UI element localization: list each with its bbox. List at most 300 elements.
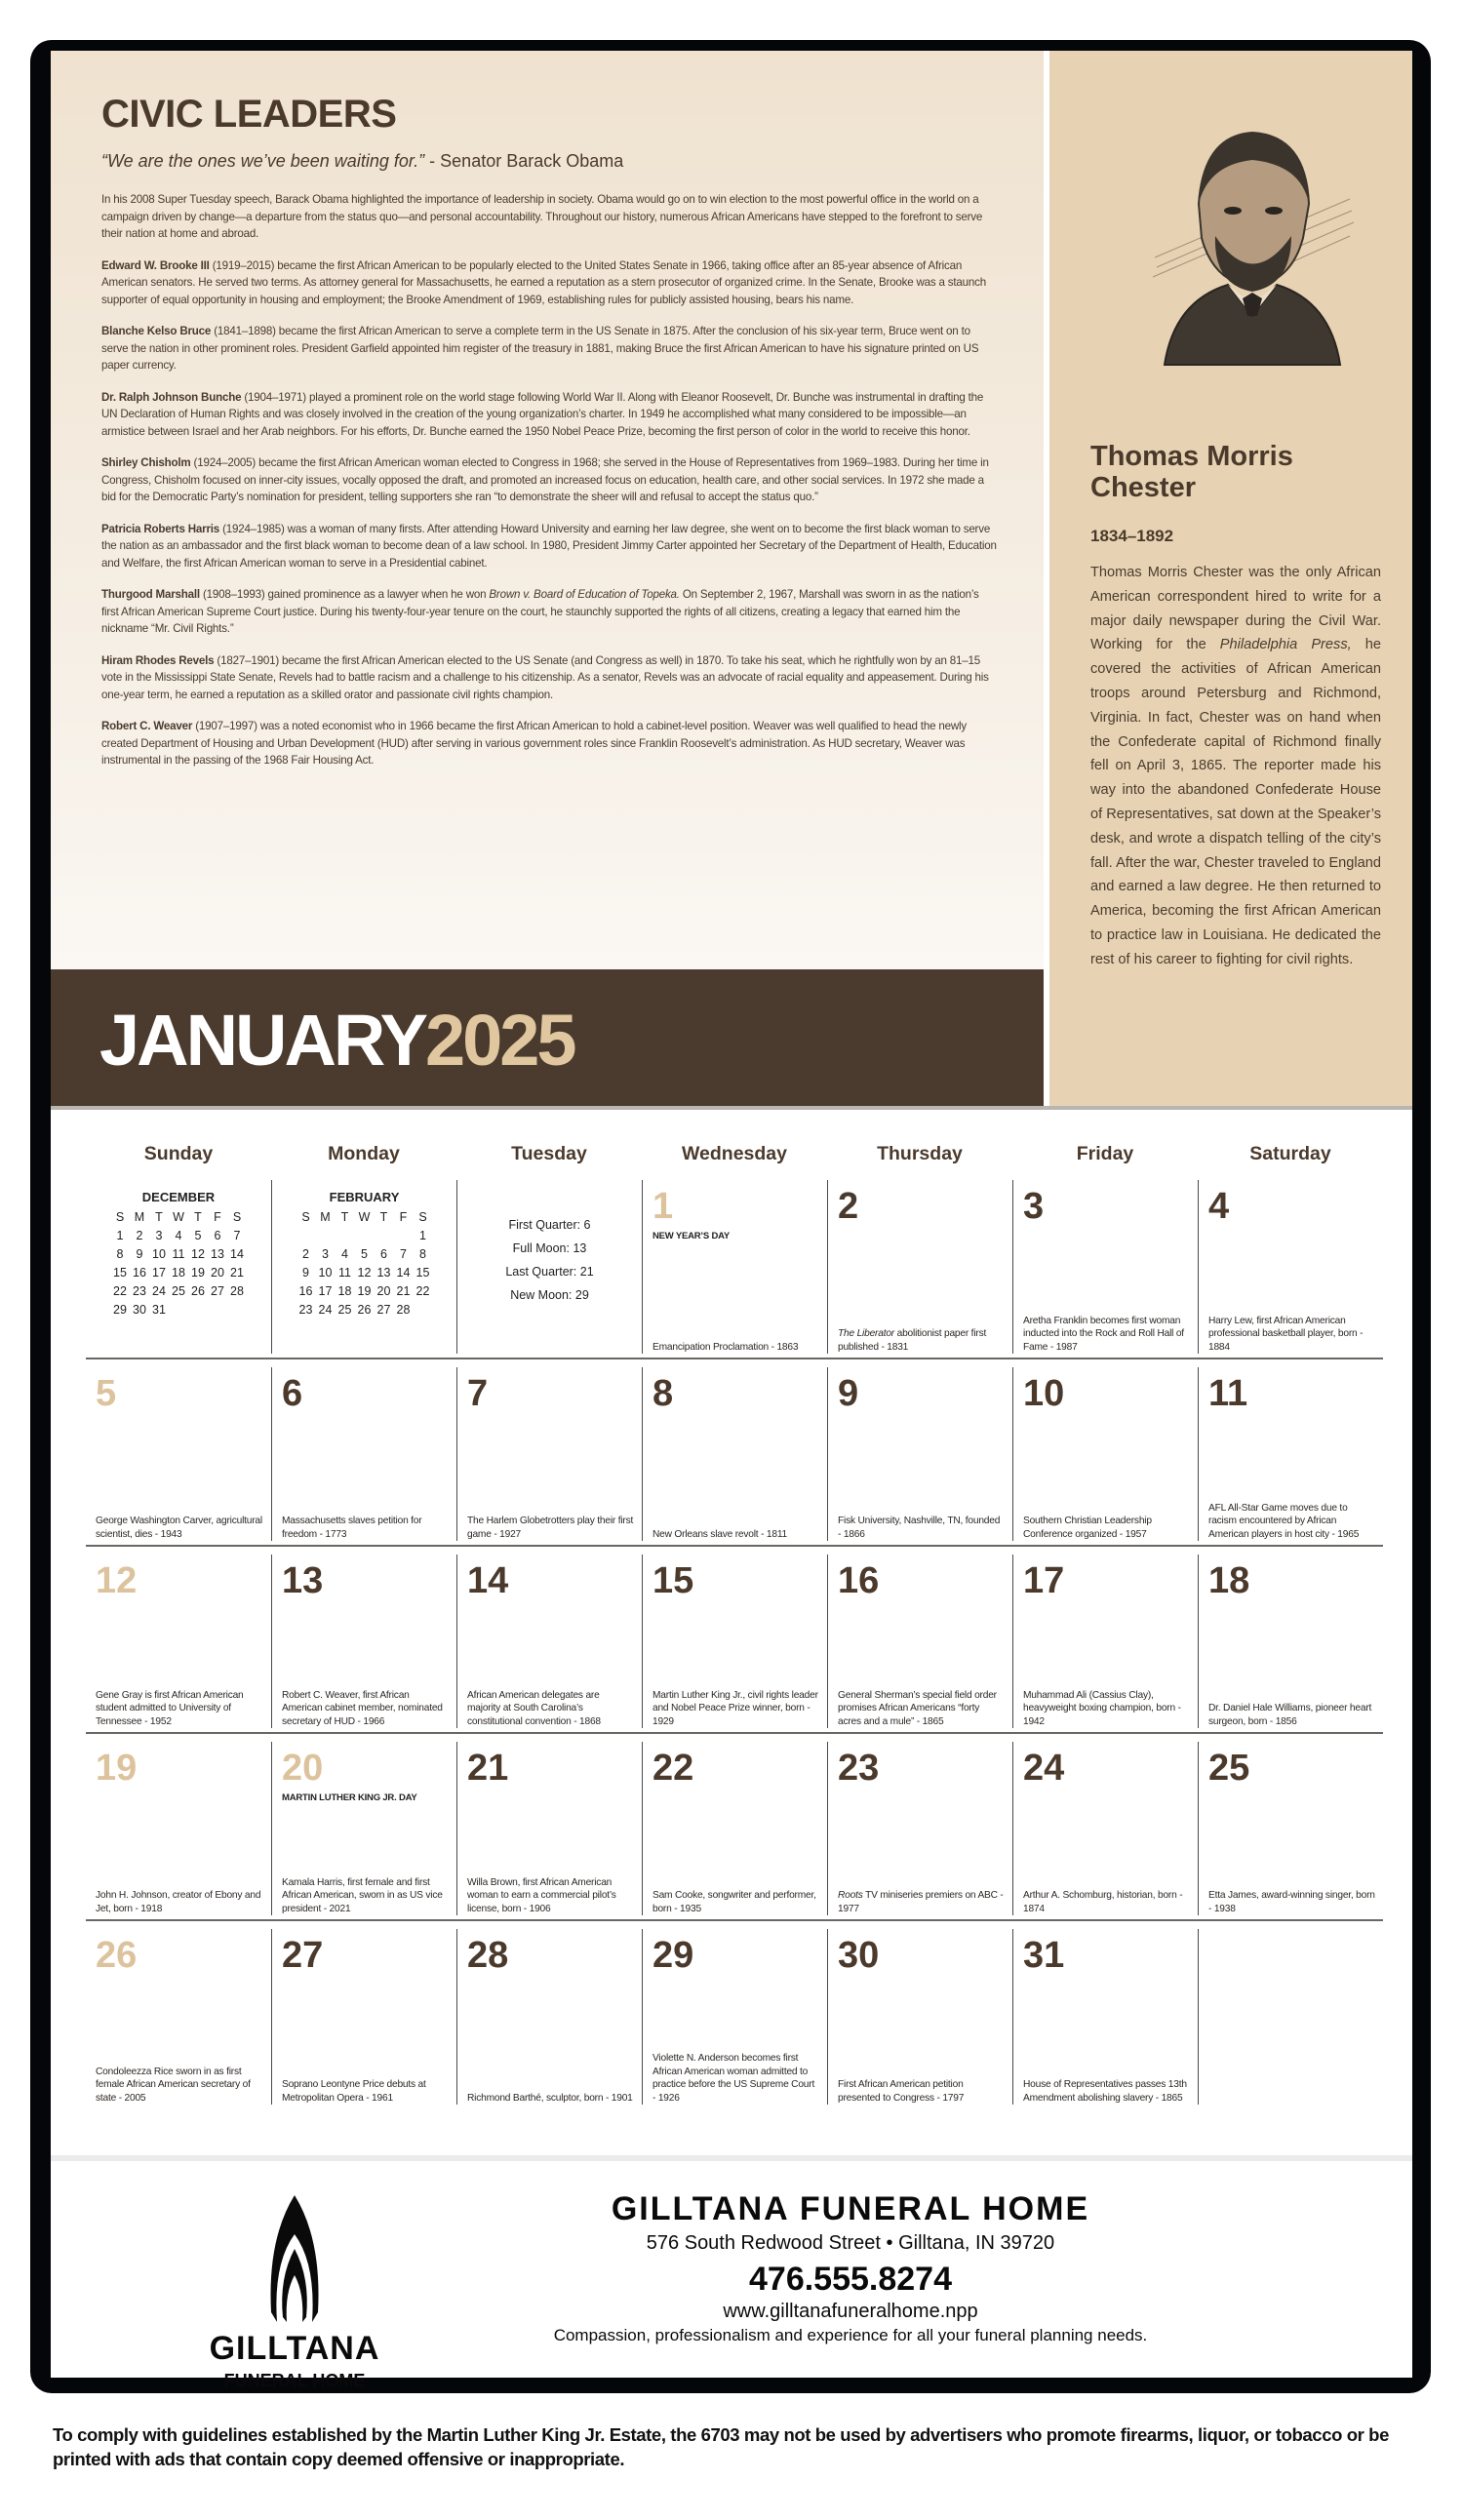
mini-day: 23 xyxy=(298,1302,313,1317)
day-number: 9 xyxy=(838,1373,859,1414)
mini-day xyxy=(394,1226,414,1244)
day-cell[interactable] xyxy=(1198,1180,1383,1354)
day-cell[interactable] xyxy=(827,1180,1012,1354)
day-event xyxy=(1023,1515,1190,1541)
day-cell[interactable] xyxy=(642,1367,827,1541)
day-number: 14 xyxy=(467,1560,509,1601)
day-event xyxy=(838,1515,1005,1541)
business-phone: 476.555.8274 xyxy=(749,2261,952,2298)
quote xyxy=(101,151,997,172)
day-cell[interactable] xyxy=(827,1367,1012,1541)
day-number: 5 xyxy=(96,1373,117,1414)
mini-day: 22 xyxy=(113,1283,127,1298)
event-text: First African American petition presented to Congress - 1797 xyxy=(838,2079,965,2104)
mini-day xyxy=(414,1300,433,1319)
week-row xyxy=(86,1172,1383,1359)
day-event xyxy=(652,1528,819,1542)
leader-entry xyxy=(101,521,997,572)
moon-phase: New Moon: 29 xyxy=(510,1288,589,1302)
day-cell[interactable] xyxy=(271,1742,456,1915)
mini-weekday-header: T xyxy=(155,1209,163,1224)
day-cell[interactable] xyxy=(86,1929,271,2105)
day-event xyxy=(282,1515,449,1541)
day-event xyxy=(467,2092,634,2106)
mini-day: 16 xyxy=(133,1265,146,1280)
event-text: Robert C. Weaver, first African American cabinet member, nominated secretary of HUD - 1966 xyxy=(282,1689,443,1727)
day-number: 23 xyxy=(838,1748,880,1789)
weekday-tuesday: Tuesday xyxy=(511,1143,587,1164)
leader-entry xyxy=(101,718,997,769)
day-event xyxy=(96,1889,263,1915)
day-event xyxy=(1023,1689,1190,1729)
mini-day: 23 xyxy=(133,1283,146,1298)
day-event xyxy=(96,1515,263,1541)
mini-day: 25 xyxy=(337,1302,352,1317)
mini-day: 4 xyxy=(175,1228,182,1242)
mini-day: 2 xyxy=(136,1228,143,1242)
day-cell[interactable] xyxy=(1012,1180,1198,1354)
weekday-sunday: Sunday xyxy=(143,1143,214,1164)
event-text: Etta James, award-winning singer, born - 1938 xyxy=(1208,1890,1375,1914)
day-event xyxy=(838,1327,1005,1354)
day-cell[interactable] xyxy=(271,1367,456,1541)
day-event xyxy=(1208,1502,1375,1542)
event-text: Willa Brown, first African American woman to earn a commercial pilot’s license, born - 1906 xyxy=(467,1876,616,1914)
leader-entry xyxy=(101,323,997,374)
leader-name: Shirley Chisholm xyxy=(101,456,191,469)
day-event xyxy=(838,1889,1005,1915)
day-event xyxy=(467,1876,634,1916)
day-event xyxy=(838,2078,1005,2105)
event-italic: Roots xyxy=(838,1890,863,1901)
event-text: Gene Gray is first African American student admitted to University of Tennessee - 1952 xyxy=(96,1689,244,1727)
mini-day: 19 xyxy=(357,1283,372,1298)
moon-phase: Last Quarter: 21 xyxy=(505,1265,594,1279)
leader-text: (1924–2005) became the first African American woman elected to Congress in 1968; she served in the House of Representatives from 1969–1983. During her time in Congress, Chisholm focused on inner-city issues, vocally opposed the draft, and promoted an increased focus on education, health care, and other social services. In 1972 she made a bid for the Democratic Party’s nomination for president, telling supporters she ran “to demonstrate the sheer will and refusal to accept the status quo.” xyxy=(101,456,989,503)
event-text: Kamala Harris, first female and first African American, sworn in as US vice president - 2021 xyxy=(282,1876,443,1914)
day-event xyxy=(282,1876,449,1916)
day-number: 15 xyxy=(652,1560,694,1601)
day-cell[interactable] xyxy=(271,1929,456,2105)
mini-weekday-header: F xyxy=(399,1209,408,1224)
mini-day xyxy=(355,1226,375,1244)
day-number: 2 xyxy=(838,1186,859,1227)
day-cell[interactable] xyxy=(1198,1742,1383,1915)
leader-name: Edward W. Brooke III xyxy=(101,258,210,272)
leader-text: (1919–2015) became the first African American to be popularly elected to the United States Senate in 1966, taking office after an 85-year absence of African American senators. He served two terms. As attorney general for Massachusetts, he earned a reputation as a stern prosecutor of organized crime. In the Senate, Brooke was a staunch supporter of equal opportunity in housing and employment; the Brooke Amendment of 1969, establishing rules for publicly assisted housing, bears his name. xyxy=(101,258,987,306)
day-number: 22 xyxy=(652,1748,694,1789)
day-number: 11 xyxy=(1208,1373,1248,1414)
day-cell[interactable] xyxy=(86,1742,271,1915)
weekday-monday: Monday xyxy=(328,1143,400,1164)
event-text: John H. Johnson, creator of Ebony and Jet, born - 1918 xyxy=(96,1890,261,1914)
mini-day xyxy=(188,1300,208,1319)
event-text: House of Representatives passes 13th Amendment abolishing slavery - 1865 xyxy=(1023,2079,1187,2104)
mini-day: 17 xyxy=(318,1283,333,1298)
day-number: 6 xyxy=(282,1373,303,1414)
day-cell[interactable] xyxy=(827,1929,1012,2105)
featured-bio xyxy=(1090,561,1381,972)
leader-name: Dr. Ralph Johnson Bunche xyxy=(101,390,242,404)
mini-weekday-header: S xyxy=(418,1209,427,1224)
leader-text: (1924–1985) was a woman of many firsts. After attending Howard University and earning her law degree, she went on to become the first black woman to serve the nation as an ambassador and the first black woman to become dean of a law school. In 1980, President Jimmy Carter appointed her Secretary of the Department of Health, Education and Welfare, the first African American woman to serve in a Presidential cabinet. xyxy=(101,522,997,570)
mini-day: 29 xyxy=(113,1302,127,1317)
day-number: 24 xyxy=(1023,1748,1065,1789)
day-cell[interactable] xyxy=(456,1367,642,1541)
day-event xyxy=(1023,2078,1190,2105)
mini-day: 18 xyxy=(337,1283,352,1298)
advertiser-info xyxy=(480,2190,1221,2345)
mini-day: 17 xyxy=(152,1265,166,1280)
day-number: 21 xyxy=(467,1748,509,1789)
event-text: Richmond Barthé, sculptor, born - 1901 xyxy=(467,2092,633,2104)
event-text: Muhammad Ali (Cassius Clay), heavyweight boxing champion, born - 1942 xyxy=(1023,1689,1181,1727)
weekday-thursday: Thursday xyxy=(877,1143,963,1164)
leader-entry xyxy=(101,454,997,506)
event-text: Southern Christian Leadership Conference organized - 1957 xyxy=(1023,1516,1152,1540)
holiday-label: MARTIN LUTHER KING JR. DAY xyxy=(282,1792,417,1803)
day-cell[interactable] xyxy=(86,1555,271,1728)
mini-day: 2 xyxy=(302,1246,309,1261)
mini-day: 15 xyxy=(415,1265,430,1280)
mini-day: 20 xyxy=(376,1283,391,1298)
day-event xyxy=(838,1689,1005,1729)
day-cell xyxy=(271,1180,456,1354)
mini-day: 4 xyxy=(341,1246,348,1261)
mini-weekday-header: T xyxy=(379,1209,388,1224)
day-event xyxy=(282,1689,449,1729)
mini-day: 1 xyxy=(419,1228,426,1242)
mini-day: 21 xyxy=(396,1283,411,1298)
day-cell[interactable] xyxy=(86,1367,271,1541)
intro-paragraph: In his 2008 Super Tuesday speech, Barack Obama highlighted the importance of leadership in society. Obama would go on to win election to the most powerful office in the world on a campaign driven by change—a departure from the status quo—and personal accountability. Throughout our history, numerous African Americans have stepped to the forefront to serve their nation at home and abroad. xyxy=(101,193,983,240)
mini-day: 26 xyxy=(357,1302,372,1317)
leader-entry xyxy=(101,586,997,638)
mini-day: 28 xyxy=(396,1302,411,1317)
mini-calendar-title: DECEMBER xyxy=(141,1190,216,1204)
mini-day: 26 xyxy=(191,1283,205,1298)
divider xyxy=(51,1106,1412,1110)
mini-day: 5 xyxy=(194,1228,202,1242)
day-event xyxy=(96,1689,263,1729)
day-number: 28 xyxy=(467,1935,509,1976)
civic-leaders-panel xyxy=(51,51,1044,969)
mini-weekday-header: S xyxy=(115,1209,125,1224)
mini-day xyxy=(208,1300,227,1319)
mini-day: 12 xyxy=(191,1246,205,1261)
weekday-friday: Friday xyxy=(1076,1143,1134,1164)
month-header xyxy=(51,969,1044,1106)
mini-weekday-header: M xyxy=(320,1209,331,1224)
day-number: 8 xyxy=(652,1373,674,1414)
week-row xyxy=(86,1921,1383,2108)
business-tagline: Compassion, professionalism and experience for all your funeral planning needs. xyxy=(553,2326,1148,2344)
month-grid xyxy=(86,1133,1383,2108)
event-text: New Orleans slave revolt - 1811 xyxy=(652,1528,787,1540)
weeks xyxy=(86,1172,1383,2108)
day-event xyxy=(652,1341,819,1355)
mini-day: 8 xyxy=(116,1246,124,1261)
mini-day: 12 xyxy=(357,1265,372,1280)
mini-day: 18 xyxy=(172,1265,185,1280)
event-text: Arthur A. Schomburg, historian, born - 1874 xyxy=(1023,1890,1183,1914)
day-number: 13 xyxy=(282,1560,324,1601)
mini-day: 31 xyxy=(152,1302,166,1317)
day-number: 4 xyxy=(1208,1186,1230,1227)
mini-day: 6 xyxy=(380,1246,387,1261)
mini-day: 30 xyxy=(133,1302,146,1317)
event-text: AFL All-Star Game moves due to racism encountered by African American players in host city - 1965 xyxy=(1208,1502,1360,1540)
business-website[interactable]: www.gilltanafuneralhome.npp xyxy=(723,2301,978,2322)
day-event xyxy=(1208,1702,1375,1728)
event-text: George Washington Carver, agricultural scientist, dies - 1943 xyxy=(96,1516,262,1540)
portrait-sketch-icon xyxy=(1145,121,1360,365)
day-cell[interactable] xyxy=(1012,1929,1198,2105)
featured-name: Thomas Morris Chester xyxy=(1090,441,1293,503)
leader-entry xyxy=(101,389,997,441)
day-cell[interactable] xyxy=(1198,1367,1383,1541)
event-text: TV miniseries premiers on ABC - 1977 xyxy=(838,1890,1004,1914)
bio-text: Thomas Morris Chester was the only African American correspondent hired to write for a major daily newspaper during the Civil War. Working for the xyxy=(1090,565,1381,653)
mini-day: 7 xyxy=(400,1246,407,1261)
leader-name: Robert C. Weaver xyxy=(101,720,193,732)
moon-phases xyxy=(467,1188,632,1307)
day-cell[interactable] xyxy=(642,1180,827,1354)
day-cell[interactable] xyxy=(271,1555,456,1728)
day-number: 12 xyxy=(96,1560,138,1601)
event-text: Dr. Daniel Hale Williams, pioneer heart surgeon, born - 1856 xyxy=(1208,1703,1372,1727)
logo-subtitle: FUNERAL HOME xyxy=(223,2371,366,2390)
day-cell[interactable] xyxy=(456,1929,642,2105)
event-text: Aretha Franklin becomes first woman inducted into the Rock and Roll Hall of Fame - 1987 xyxy=(1023,1315,1184,1353)
mini-day: 10 xyxy=(318,1265,333,1280)
moon-phase: First Quarter: 6 xyxy=(508,1218,591,1232)
mini-day xyxy=(169,1300,188,1319)
business-name: GILLTANA FUNERAL HOME xyxy=(611,2190,1090,2227)
holiday-label: NEW YEAR’S DAY xyxy=(652,1231,731,1241)
mini-day: 24 xyxy=(318,1302,333,1317)
day-event xyxy=(467,1515,634,1541)
day-event xyxy=(467,1689,634,1729)
leader-name: Hiram Rhodes Revels xyxy=(101,653,215,667)
bio-text: he covered the activities of African American troops around Petersburg and Richmond, Virginia. In fact, Chester was on hand when the Confederate capital of Richmond finally fell on April 3, 1865. The reporter made his way into the abandoned Confederate House of Representatives, sat down at the Speaker’s desk, and wrote a dispatch telling of the city’s fall. After the war, Chester traveled to England and earned a law degree. He then returned to America, becoming the first African American to practice law in Louisiana. He dedicated the rest of his career to fighting for civil rights. xyxy=(1090,637,1381,967)
day-number: 7 xyxy=(467,1373,489,1414)
advertiser-block xyxy=(51,2155,1412,2390)
calendar-page xyxy=(51,51,1412,2390)
mini-day: 16 xyxy=(298,1283,313,1298)
mini-weekday-header: W xyxy=(358,1209,371,1224)
day-cell xyxy=(456,1180,642,1354)
mini-day: 3 xyxy=(155,1228,163,1242)
day-event xyxy=(652,2052,819,2105)
event-text: Soprano Leontyne Price debuts at Metropolitan Opera - 1961 xyxy=(282,2079,426,2104)
mini-day: 5 xyxy=(361,1246,368,1261)
mini-calendar-grid xyxy=(110,1207,247,1319)
mini-weekday-header: M xyxy=(134,1209,145,1224)
mini-day: 27 xyxy=(376,1302,391,1317)
mini-calendar-title: FEBRUARY xyxy=(329,1190,400,1204)
day-cell[interactable] xyxy=(1012,1742,1198,1915)
day-number: 20 xyxy=(282,1748,324,1789)
month-name: JANUARY xyxy=(99,1000,425,1081)
weekday-saturday: Saturday xyxy=(1249,1143,1331,1164)
day-event xyxy=(652,1689,819,1729)
flame-icon xyxy=(265,2195,324,2322)
mini-day: 15 xyxy=(113,1265,127,1280)
mini-day: 27 xyxy=(211,1283,224,1298)
day-event xyxy=(1023,1889,1190,1915)
mini-calendar-grid xyxy=(297,1207,433,1319)
day-number: 16 xyxy=(838,1560,880,1601)
weekday-header xyxy=(86,1133,1383,1172)
event-text: Harry Lew, first African American professional basketball player, born - 1884 xyxy=(1208,1315,1364,1353)
mini-weekday-header: T xyxy=(340,1209,349,1224)
leader-name: Thurgood Marshall xyxy=(101,588,200,601)
business-address: 576 South Redwood Street • Gilltana, IN 39720 xyxy=(646,2232,1055,2254)
mini-calendar-mini_next xyxy=(282,1188,447,1319)
mini-day: 3 xyxy=(322,1246,329,1261)
day-cell xyxy=(86,1180,271,1354)
day-event xyxy=(96,2066,263,2106)
event-text: General Sherman’s special field order promises African Americans “forty acres and a mule” - 1865 xyxy=(838,1689,997,1727)
event-text: Emancipation Proclamation - 1863 xyxy=(652,1341,799,1353)
quote-text: “We are the ones we’ve been waiting for.” xyxy=(101,151,425,171)
featured-dates: 1834–1892 xyxy=(1090,527,1174,545)
logo-wordmark: GILLTANA xyxy=(209,2330,380,2367)
week-row xyxy=(86,1547,1383,1734)
mini-weekday-header: S xyxy=(301,1209,310,1224)
quote-attribution: - Senator Barack Obama xyxy=(424,151,624,171)
day-cell[interactable] xyxy=(642,1742,827,1915)
day-cell[interactable] xyxy=(1012,1367,1198,1541)
weekday-wednesday: Wednesday xyxy=(681,1143,787,1164)
mini-day: 14 xyxy=(396,1265,411,1280)
mini-day: 11 xyxy=(172,1246,185,1261)
day-cell[interactable] xyxy=(827,1555,1012,1728)
leader-text: On September 2, 1967, Marshall was sworn in as the nation’s first African American Supreme Court justice. During his twenty-four-year tenure on the court, he staunchly supported the rights of all citizens, creating a legacy that earned him the nickname “Mr. Civil Rights.” xyxy=(101,588,979,635)
top-section xyxy=(51,51,1412,1108)
section-title: CIVIC LEADERS xyxy=(101,93,397,136)
day-cell[interactable] xyxy=(1012,1555,1198,1728)
leader-text: (1841–1898) became the first African American to serve a complete term in the US Senate in 1875. After the conclusion of his six-year term, Bruce went on to serve the nation in other prominent roles. President Garfield appointed him register of the treasury in 1881, making Bruce the first African American to have his signature printed on US paper currency. xyxy=(101,325,979,372)
mini-weekday-header: F xyxy=(214,1209,221,1224)
leader-name: Blanche Kelso Bruce xyxy=(101,325,212,337)
mini-day: 9 xyxy=(136,1246,143,1261)
leader-name: Patricia Roberts Harris xyxy=(101,522,220,535)
moon-phase: Full Moon: 13 xyxy=(512,1241,587,1255)
mini-day: 28 xyxy=(230,1283,244,1298)
day-number: 19 xyxy=(96,1748,138,1789)
featured-person-panel xyxy=(1049,51,1412,1108)
day-number: 27 xyxy=(282,1935,324,1976)
week-row xyxy=(86,1359,1383,1547)
leader-text: (1908–1993) gained prominence as a lawyer when he won xyxy=(199,588,490,601)
event-text: Sam Cooke, songwriter and performer, born - 1935 xyxy=(652,1890,816,1914)
event-text: The Harlem Globetrotters play their first game - 1927 xyxy=(467,1516,634,1540)
case-title: Brown v. Board of Education of Topeka. xyxy=(489,588,680,601)
leader-entry xyxy=(101,257,997,309)
mini-day: 19 xyxy=(191,1265,205,1280)
mini-day xyxy=(316,1226,336,1244)
mini-weekday-header: S xyxy=(232,1209,242,1224)
day-number: 10 xyxy=(1023,1373,1065,1414)
mini-day: 10 xyxy=(152,1246,166,1261)
leader-text: (1904–1971) played a prominent role on the world stage following World War II. Along with Eleanor Roosevelt, Dr. Bunche was instrumental in drafting the UN Declaration of Human Rights and was closely involved in the creation of the young organization’s charter. In 1949 he accomplished what many considered to be impossible—an armistice between Israel and her Arab neighbors. For his efforts, Dr. Bunche earned the 1950 Nobel Peace Prize, becoming the first person of color in the world to receive this honor. xyxy=(101,390,984,438)
day-number: 18 xyxy=(1208,1560,1250,1601)
mini-day: 8 xyxy=(419,1246,426,1261)
year: 2025 xyxy=(424,1000,574,1081)
mini-day: 14 xyxy=(230,1246,244,1261)
mini-day xyxy=(336,1226,355,1244)
mini-day: 21 xyxy=(230,1265,244,1280)
mini-day: 13 xyxy=(211,1246,224,1261)
newspaper-title: Philadelphia Press, xyxy=(1219,637,1352,653)
mini-day xyxy=(227,1300,247,1319)
advertiser-logo xyxy=(197,2195,392,2391)
day-number: 29 xyxy=(652,1935,694,1976)
disclaimer: To comply with guidelines established by the Martin Luther King Jr. Estate, the 6703 may not be used by advertisers who promote firearms, liquor, or tobacco or be printed with ads that contain copy deemed offensive or inappropriate. xyxy=(53,2424,1389,2469)
day-cell[interactable] xyxy=(827,1742,1012,1915)
mini-day xyxy=(375,1226,394,1244)
day-number: 31 xyxy=(1023,1935,1065,1976)
day-cell[interactable] xyxy=(456,1742,642,1915)
mini-day: 13 xyxy=(376,1265,391,1280)
event-text: abolitionist paper first published - 1831 xyxy=(838,1328,987,1353)
day-event xyxy=(1208,1889,1375,1915)
day-event xyxy=(1208,1315,1375,1355)
leader-entry xyxy=(101,652,997,704)
leader-text: (1907–1997) was a noted economist who in 1966 became the first African American to hold a cabinet-level position. Weaver was well qualified to head the newly created Department of Housing and Urban Development (HUD) after serving in various government roles since Franklin Roosevelt’s administration. As HUD secretary, Weaver was instrumental in the passing of the 1968 Fair Housing Act. xyxy=(101,720,967,767)
mini-day: 1 xyxy=(116,1228,124,1242)
day-event xyxy=(1023,1315,1190,1355)
event-italic: The Liberator xyxy=(838,1328,894,1339)
day-cell[interactable] xyxy=(456,1555,642,1728)
mini-day: 7 xyxy=(233,1228,241,1242)
day-event xyxy=(282,2078,449,2105)
event-text: African American delegates are majority at South Carolina’s constitutional convention - 1868 xyxy=(467,1689,601,1727)
day-number: 26 xyxy=(96,1935,138,1976)
mini-day: 11 xyxy=(338,1265,351,1280)
day-number: 30 xyxy=(838,1935,880,1976)
mini-day: 22 xyxy=(415,1283,430,1298)
event-text: Condoleezza Rice sworn in as first female African American secretary of state - 2005 xyxy=(96,2066,251,2104)
mini-day xyxy=(297,1226,316,1244)
event-text: Violette N. Anderson becomes first African American woman admitted to practice before the US Supreme Court - 1926 xyxy=(652,2053,815,2104)
mini-weekday-header: T xyxy=(194,1209,202,1224)
day-number: 25 xyxy=(1208,1748,1250,1789)
day-event xyxy=(652,1889,819,1915)
mini-day: 24 xyxy=(152,1283,166,1298)
week-row xyxy=(86,1734,1383,1921)
day-cell[interactable] xyxy=(642,1555,827,1728)
day-number: 1 xyxy=(652,1186,674,1227)
mini-day: 25 xyxy=(172,1283,185,1298)
mini-day: 20 xyxy=(211,1265,224,1280)
mini-calendar-mini_prev xyxy=(96,1188,261,1319)
mini-day: 9 xyxy=(302,1265,309,1280)
day-cell xyxy=(1198,1929,1383,2105)
day-cell[interactable] xyxy=(642,1929,827,2105)
day-number: 3 xyxy=(1023,1186,1045,1227)
event-text: Fisk University, Nashville, TN, founded - 1866 xyxy=(838,1516,1001,1540)
event-text: Martin Luther King Jr., civil rights leader and Nobel Peace Prize winner, born - 1929 xyxy=(652,1689,818,1727)
mini-day: 6 xyxy=(214,1228,221,1242)
leader-text: (1827–1901) became the first African American elected to the US Senate (and Congress as well) in 1870. To take his seat, which he rightfully won by an 81–15 vote in the Mississippi State Senate, Revels had to battle racism and a challenge to his citizenship. As a senator, Revels was an advocate of racial equality and appeasement. During his one-year term, he earned a reputation as a skilled orator and passionate civil rights champion. xyxy=(101,653,989,701)
day-number: 17 xyxy=(1023,1560,1065,1601)
day-cell[interactable] xyxy=(1198,1555,1383,1728)
event-text: Massachusetts slaves petition for freedom - 1773 xyxy=(282,1516,422,1540)
mini-weekday-header: W xyxy=(173,1209,184,1224)
